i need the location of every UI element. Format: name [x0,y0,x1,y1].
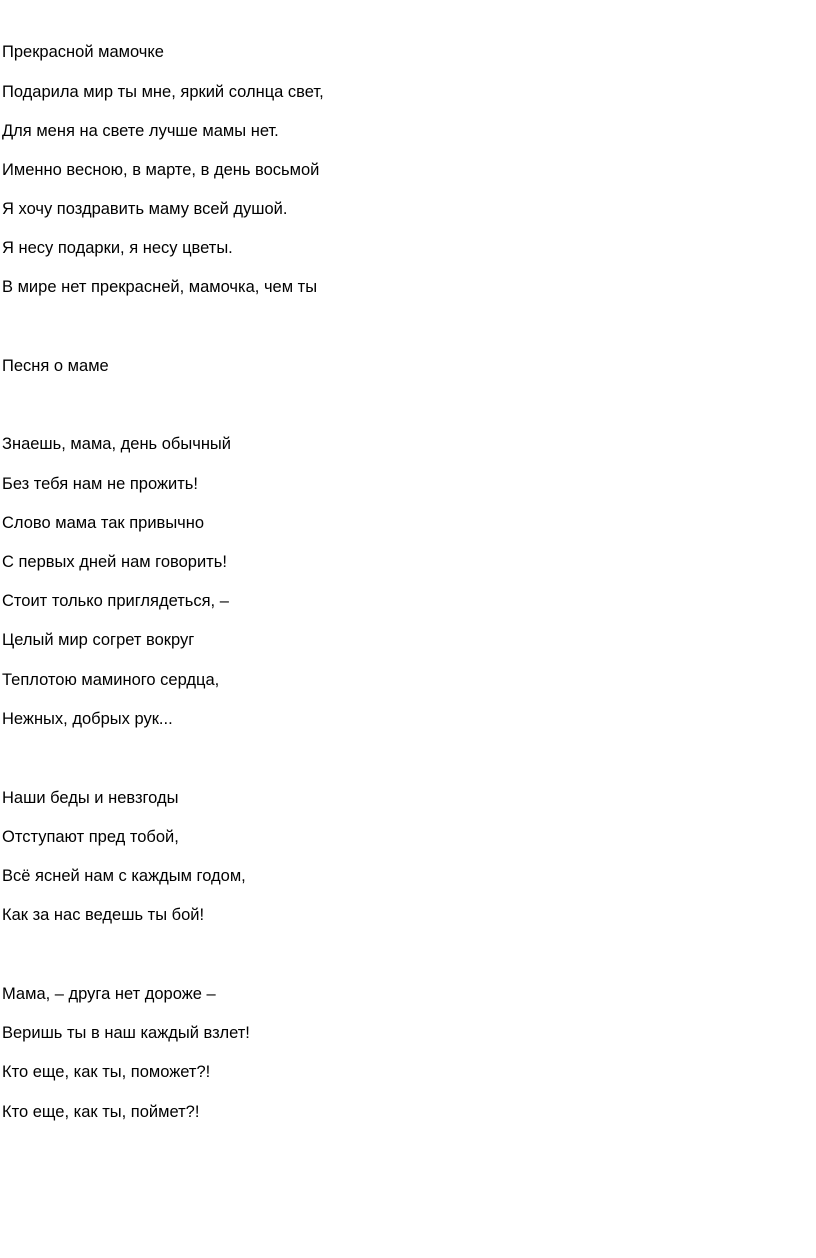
poem-2-line: Всё ясней нам с каждым годом, [2,867,246,885]
poem-1-line: Я хочу поздравить маму всей душой. [2,200,288,218]
poem-2-line: Как за нас ведешь ты бой! [2,906,205,924]
poem-2-line: Нежных, добрых рук... [2,710,173,728]
poem-1-line: В мире нет прекрасней, мамочка, чем ты [2,278,318,296]
poem-2-line: Отступают пред тобой, [2,828,179,846]
poem-2-line: Наши беды и невзгоды [2,789,179,807]
poem-2-line: Кто еще, как ты, поможет?! [2,1063,211,1081]
poem-2-line: Слово мама так привычно [2,514,205,532]
poem-2-line: С первых дней нам говорить! [2,553,227,571]
poem-1-line: Я несу подарки, я несу цветы. [2,239,233,257]
poem-1-line: Именно весною, в марте, в день восьмой [2,161,320,179]
poem-2-line: Мама, – друга нет дороже – [2,985,216,1003]
poem-2-title: Песня о маме [2,357,109,375]
poem-2-line: Без тебя нам не прожить! [2,475,198,493]
poem-2-line: Веришь ты в наш каждый взлет! [2,1024,250,1042]
poem-1-title: Прекрасной мамочке [2,43,164,61]
poem-2-line: Целый мир согрет вокруг [2,631,195,649]
poem-2-line: Стоит только приглядеться, – [2,592,229,610]
poem-1-line: Подарила мир ты мне, яркий солнца свет, [2,83,324,101]
poem-1-line: Для меня на свете лучше мамы нет. [2,122,279,140]
poem-2-line: Теплотою маминого сердца, [2,671,220,689]
poem-2-line: Знаешь, мама, день обычный [2,435,232,453]
poem-2-line: Кто еще, как ты, поймет?! [2,1103,200,1121]
